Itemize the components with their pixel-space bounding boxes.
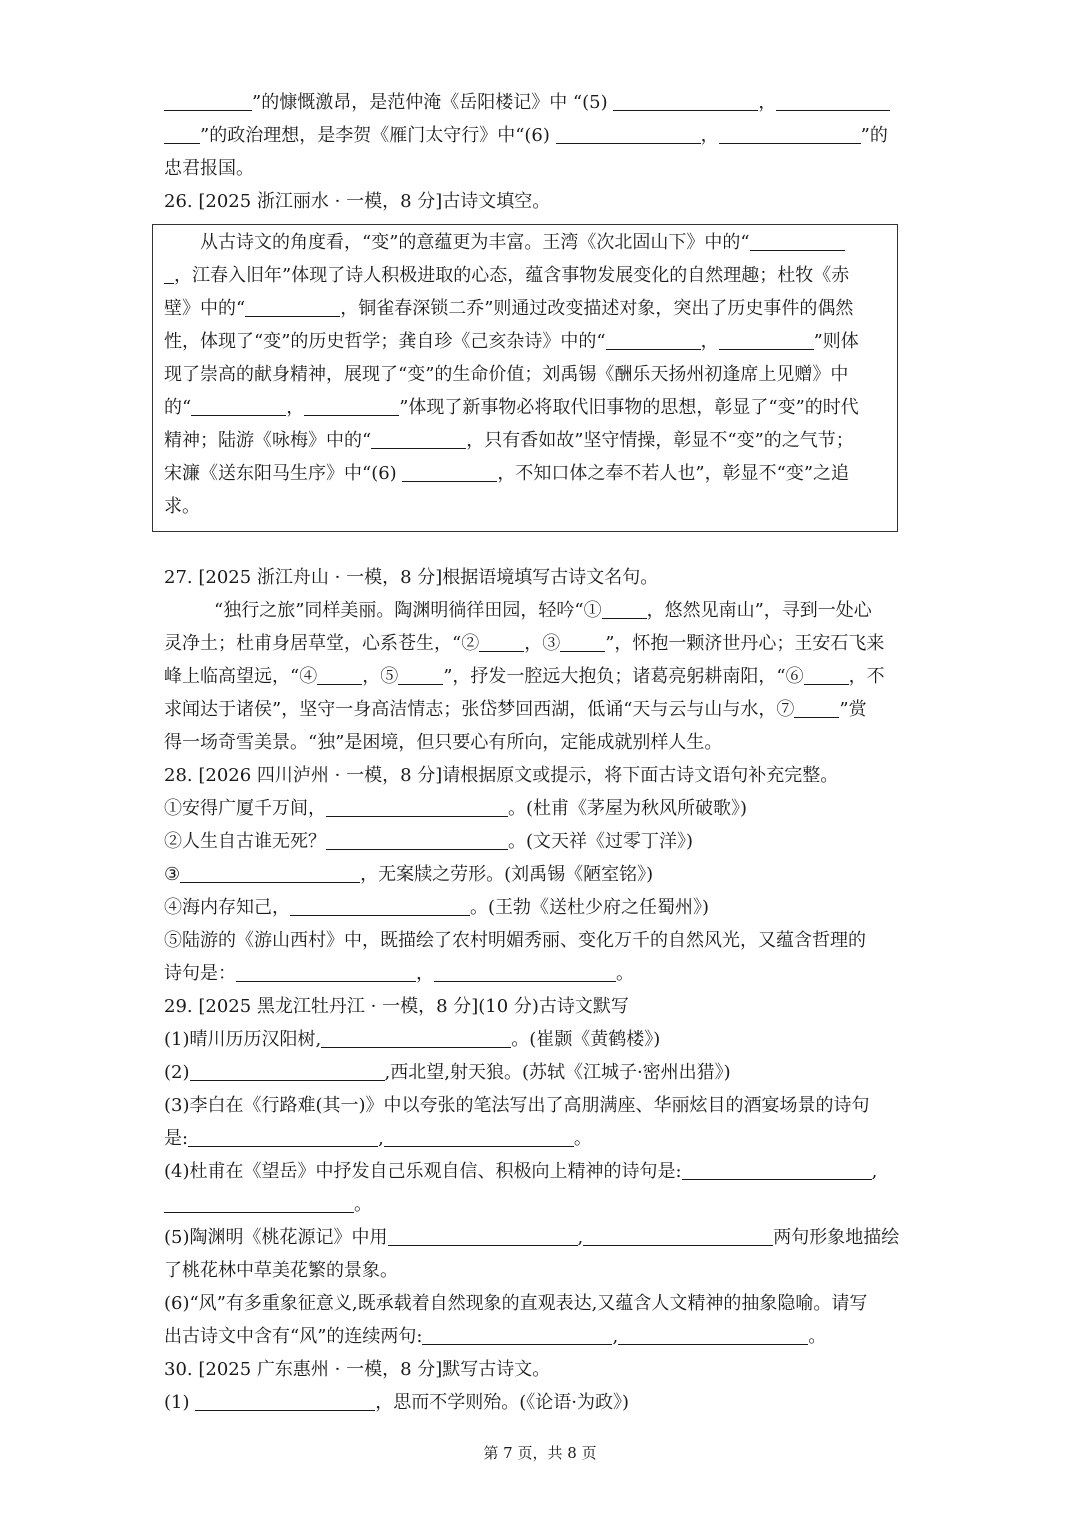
answer-blank[interactable] xyxy=(602,600,647,619)
text-segment: , xyxy=(378,1128,384,1149)
text-segment: 。(文天祥《过零丁洋》) xyxy=(508,831,694,852)
text-segment: 诗句是： xyxy=(164,963,236,984)
text-segment: ， xyxy=(700,125,719,146)
text-segment: ，不知口体之奉不若人也”，彰显不“变”之追 xyxy=(497,463,850,484)
answer-blank[interactable] xyxy=(422,1326,612,1345)
answer-blank[interactable] xyxy=(583,1227,773,1246)
text-line xyxy=(164,1023,919,1056)
text-segment: ④海内存知己， xyxy=(164,897,290,918)
text-line xyxy=(164,1386,919,1419)
text-segment: ， xyxy=(416,963,434,984)
text-line xyxy=(164,660,919,693)
answer-blank[interactable] xyxy=(188,1128,378,1147)
text-segment: ②人生自古谁无死？ xyxy=(164,831,326,852)
text-segment: 。 xyxy=(808,1326,827,1347)
answer-blank[interactable] xyxy=(618,1326,808,1345)
answer-blank[interactable] xyxy=(195,1392,375,1411)
answer-blank[interactable] xyxy=(560,633,605,652)
text-line xyxy=(164,1089,919,1122)
answer-blank[interactable] xyxy=(304,397,399,416)
text-segment: “独行之旅”同样美丽。陶渊明徜徉田园，轻吟“① xyxy=(214,600,602,621)
text-segment: ， xyxy=(286,397,305,418)
text-line xyxy=(164,1056,919,1089)
answer-blank[interactable] xyxy=(317,666,362,685)
text-segment: 27. [2025 浙江舟山 · 一模，8 分]根据语境填写古诗文名句。 xyxy=(164,567,659,588)
text-segment: (3)李白在《行路难(其一)》中以夸张的笔法写出了高朋满座、华丽炫目的酒宴场景的诗句 xyxy=(164,1095,870,1116)
text-line xyxy=(164,561,919,594)
text-line xyxy=(164,1254,919,1287)
answer-blank[interactable] xyxy=(180,864,360,883)
answer-blank[interactable] xyxy=(719,125,861,144)
text-segment: 29. [2025 黑龙江牡丹江 · 一模，8 分](10 分)古诗文默写 xyxy=(164,996,629,1017)
text-segment: 求闻达于诸侯”，坚守一身高洁情志；张岱梦回西湖，低诵“天与云与山与水，⑦ xyxy=(164,699,795,720)
answer-blank[interactable] xyxy=(606,331,701,350)
text-segment: ，无案牍之劳形。(刘禹锡《陋室铭》) xyxy=(360,864,654,885)
answer-blank[interactable] xyxy=(326,831,508,850)
text-line xyxy=(164,259,889,292)
text-line xyxy=(164,1122,919,1155)
text-line xyxy=(164,957,919,990)
text-segment: 了桃花林中草美花繁的景象。 xyxy=(164,1260,398,1281)
text-segment: ， xyxy=(700,331,719,352)
text-line xyxy=(164,152,919,185)
answer-blank[interactable] xyxy=(164,265,174,284)
text-segment: (1) xyxy=(164,1392,196,1413)
text-line xyxy=(164,185,919,218)
answer-blank[interactable] xyxy=(682,1161,872,1180)
text-line xyxy=(164,726,919,759)
text-line xyxy=(164,1188,919,1221)
text-line xyxy=(164,627,919,660)
answer-blank[interactable] xyxy=(245,298,340,317)
text-segment: ，只有香如故”坚守情操，彰显不“变”的之气节； xyxy=(466,430,854,451)
text-segment: (1)晴川历历汉阳树, xyxy=(164,1029,322,1050)
answer-blank[interactable] xyxy=(750,232,845,251)
text-line xyxy=(164,924,919,957)
text-segment: ，⑤ xyxy=(362,666,399,687)
text-segment: 出古诗文中含有“风”的连续两句: xyxy=(164,1326,423,1347)
text-line xyxy=(164,1287,919,1320)
text-segment: 求。 xyxy=(164,496,200,517)
text-segment: 忠君报国。 xyxy=(164,158,254,179)
text-segment: ，③ xyxy=(524,633,561,654)
text-line xyxy=(164,490,889,523)
text-line xyxy=(164,457,889,490)
answer-blank[interactable] xyxy=(321,1029,511,1048)
text-line xyxy=(164,292,889,325)
text-segment: 。(崔颢《黄鹤楼》) xyxy=(511,1029,661,1050)
text-segment: ”，抒发一腔远大抱负；诸葛亮躬耕南阳，“⑥ xyxy=(443,666,804,687)
answer-blank[interactable] xyxy=(236,963,416,982)
text-line xyxy=(164,990,919,1023)
text-segment: 性，体现了“变”的历史哲学；龚自珍《己亥杂诗》中的“ xyxy=(164,331,606,352)
page-footer: 第 7 页，共 8 页 xyxy=(483,1444,597,1462)
text-segment: 是: xyxy=(164,1128,189,1149)
answer-blank[interactable] xyxy=(776,92,890,111)
answer-blank[interactable] xyxy=(371,430,466,449)
text-segment: 精神；陆游《咏梅》中的“ xyxy=(164,430,372,451)
text-segment: 26. [2025 浙江丽水 · 一模，8 分]古诗文填空。 xyxy=(164,191,551,212)
answer-blank[interactable] xyxy=(191,397,286,416)
answer-blank[interactable] xyxy=(398,666,443,685)
answer-blank[interactable] xyxy=(388,1227,578,1246)
text-line xyxy=(164,1353,919,1386)
text-segment: 现了崇高的献身精神，展现了“变”的生命价值；刘禹锡《酬乐天扬州初逢席上见赠》中 xyxy=(164,364,849,385)
text-segment: ”则体 xyxy=(813,331,859,352)
text-segment: 的“ xyxy=(164,397,192,418)
text-segment: ⑤陆游的《游山西村》中，既描绘了农村明媚秀丽、变化万千的自然风光，又蕴含哲理的 xyxy=(164,930,866,951)
answer-blank[interactable] xyxy=(164,125,200,144)
text-line xyxy=(164,226,889,259)
text-segment: 灵净土；杜甫身居草堂，心系苍生，“② xyxy=(164,633,480,654)
text-segment: ，思而不学则殆。(《论语·为政》) xyxy=(375,1392,629,1413)
text-segment: 。 xyxy=(573,1128,592,1149)
answer-blank[interactable] xyxy=(190,1062,385,1081)
answer-blank[interactable] xyxy=(164,1194,354,1213)
answer-blank[interactable] xyxy=(479,633,524,652)
text-line xyxy=(164,325,889,358)
text-segment: 两句形象地描绘 xyxy=(773,1227,900,1248)
text-segment: ，江春入旧年”体现了诗人积极进取的心态，蕴含事物发展变化的自然理趣；杜牧《赤 xyxy=(174,265,850,286)
text-line xyxy=(164,792,919,825)
answer-blank[interactable] xyxy=(402,463,497,482)
text-line xyxy=(164,1320,919,1353)
text-segment: ”的慷慨激昂，是范仲淹《岳阳楼记》中 “(5) xyxy=(252,92,614,113)
text-segment: 28. [2026 四川泸州 · 一模，8 分]请根据原文或提示，将下面古诗文语句补充完整。 xyxy=(164,765,839,786)
text-segment: ”的 xyxy=(860,125,888,146)
text-segment: 。 xyxy=(354,1194,372,1215)
text-segment: ,西北望,射天狼。(苏轼《江城子·密州出猎》) xyxy=(384,1062,731,1083)
answer-blank[interactable] xyxy=(326,798,508,817)
text-segment: ”赏 xyxy=(839,699,867,720)
text-segment: 。(杜甫《茅屋为秋风所破歌》) xyxy=(508,798,748,819)
text-line xyxy=(164,358,889,391)
text-segment: ，铜雀春深锁二乔”则通过改变描述对象，突出了历史事件的偶然 xyxy=(340,298,854,319)
text-segment: ， xyxy=(758,92,777,113)
text-line xyxy=(164,759,919,792)
text-segment: ①安得广厦千万间， xyxy=(164,798,326,819)
text-segment: 宋濂《送东阳马生序》中“(6) xyxy=(164,463,403,484)
text-segment: 峰上临高望远，“④ xyxy=(164,666,318,687)
text-line xyxy=(164,424,889,457)
text-segment: (2) xyxy=(164,1062,190,1083)
text-line xyxy=(164,1221,919,1254)
text-segment: 。(王勃《送杜少府之任蜀州》) xyxy=(470,897,710,918)
text-line xyxy=(164,594,919,627)
text-segment: ③ xyxy=(164,864,181,885)
text-line xyxy=(164,891,919,924)
text-segment: , xyxy=(577,1227,584,1248)
text-segment: (4)杜甫在《望岳》中抒发自己乐观自信、积极向上精神的诗句是: xyxy=(164,1161,682,1182)
text-segment: 得一场奇雪美景。“独”是困境，但只要心有所向，定能成就别样人生。 xyxy=(164,732,723,753)
text-line xyxy=(164,825,919,858)
text-segment: 从古诗文的角度看，“变”的意蕴更为丰富。王湾《次北固山下》中的“ xyxy=(200,232,750,253)
answer-blank[interactable] xyxy=(794,699,839,718)
text-segment: ，不 xyxy=(848,666,885,687)
text-segment: 30. [2025 广东惠州 · 一模，8 分]默写古诗文。 xyxy=(164,1359,551,1380)
answer-blank[interactable] xyxy=(613,92,758,111)
answer-blank[interactable] xyxy=(434,963,616,982)
text-line xyxy=(164,391,889,424)
text-line xyxy=(164,693,919,726)
text-segment: (6)“风”有多重象征意义,既承载着自然现象的直观表达,又蕴含人文精神的抽象隐喻。请写 xyxy=(164,1293,868,1314)
text-segment: ”，怀抱一颗济世丹心；王安石飞来 xyxy=(605,633,885,654)
answer-blank[interactable] xyxy=(556,125,701,144)
text-line xyxy=(164,1155,919,1188)
text-segment: ”的政治理想，是李贺《雁门太守行》中“(6) xyxy=(200,125,556,146)
text-segment: , xyxy=(612,1326,619,1347)
answer-blank[interactable] xyxy=(164,92,252,111)
text-segment: 壁》中的“ xyxy=(164,298,246,319)
text-segment: 。 xyxy=(616,963,634,984)
text-line xyxy=(164,86,919,119)
text-line xyxy=(164,119,919,152)
text-segment: ，悠然见南山”，寻到一处心 xyxy=(646,600,872,621)
text-segment: , xyxy=(871,1161,878,1182)
answer-blank[interactable] xyxy=(719,331,814,350)
text-segment: (5)陶渊明《桃花源记》中用 xyxy=(164,1227,388,1248)
answer-blank[interactable] xyxy=(290,897,470,916)
answer-blank[interactable] xyxy=(804,666,849,685)
text-segment: ”体现了新事物必将取代旧事物的思想，彰显了“变”的时代 xyxy=(399,397,859,418)
answer-blank[interactable] xyxy=(384,1128,574,1147)
text-line xyxy=(164,858,919,891)
